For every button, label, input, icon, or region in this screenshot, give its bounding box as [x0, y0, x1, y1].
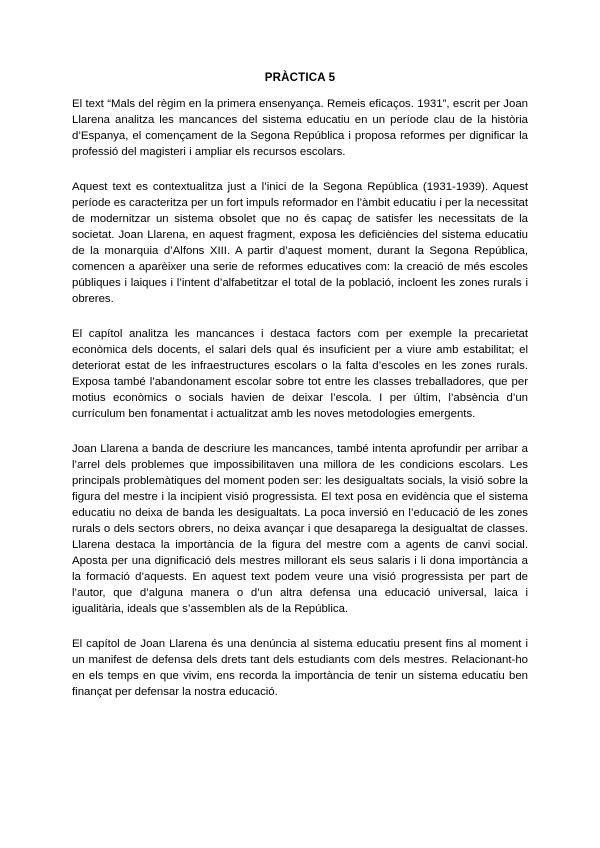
paragraph-analysis: El capítol analitza les mancances i destaca factors com per exemple la precarietat econòmica dels docents, el salari dels qual és insuficient per a viure amb estabilitat; el deteriorat estat de les infraestructures escolars o la falta d’escoles en les zones rurals. Exposa també l’abandonament escolar sobre tot entre les classes treballadores, que per motius econòmics o socials havien de deixar l’escola. I per últim, l’absència d’un currículum ben fonamentat i actualitzat amb les noves metodologies emergents.	[72, 328, 528, 420]
document-body	[72, 96, 528, 700]
paragraph-conclusion: El capítol de Joan Llarena és una denúncia al sistema educatiu present fins al moment i un manifest de defensa dels drets tant dels estudiants com dels mestres. Relacionant-ho en els temps en que vivim, ens recorda la importància de tenir un sistema educatiu ben finançat per defensar la nostra educació.	[72, 638, 528, 698]
paragraph-intro: El text “Mals del règim en la primera ensenyança. Remeis eficaços. 1931”, escrit per Joan Llarena analitza les mancances del sistema educatiu en un període clau de la història d’Espanya, el començament de la Segona República i proposa reformes per dignificar la professió del magisteri i ampliar els recursos escolars.	[72, 98, 528, 158]
page-title: PRÀCTICA 5	[264, 72, 336, 84]
paragraph-context: Aquest text es contextualitza just a l’inici de la Segona República (1931-1939). Aquest període es caracteritza per un fort impuls reformador en l’àmbit educatiu i per la necessitat de modernitzar un sistema obsolet que no és capaç de satisfer les necessitats de la societat. Joan Llarena, en aquest fragment, exposa les deficiències del sistema educatiu de la monarquia d’Alfons XIII. A partir d’aquest moment, durant la Segona República, comencen a aparèixer una serie de reformes educatives com: la creació de més escoles públiques i laiques i l’intent d’alfabetitzar el total de la població, incloent les zones rurals i obreres.	[72, 181, 528, 305]
paragraph-problems: Joan Llarena a banda de descriure les mancances, també intenta aprofundir per arribar a l’arrel dels problemes que impossibilitaven una millora de les condicions escolars. Les principals problemàtiques del moment poden ser: les desigualtats socials, la visió sobre la figura del mestre i la incipient visió progressista. El text posa en evidència que el sistema educatiu no deixa de banda les desigualtats. La poca inversió en l’educació de les zones rurals o dels sectors obrers, no deixa avançar i que desaparega la desigualtat de classes. Llarena destaca la importància de la figura del mestre com a agents de canvi social. Aposta per una dignificació dels mestres millorant els seus salaris i li dona importància a la formació d’aquests. En aquest text podem veure una visió progressista per part de l’autor, que d’alguna manera o d’un altra defensa una educació universal, laica i igualitària, ideals que s’assemblen als de la República.	[72, 443, 528, 615]
